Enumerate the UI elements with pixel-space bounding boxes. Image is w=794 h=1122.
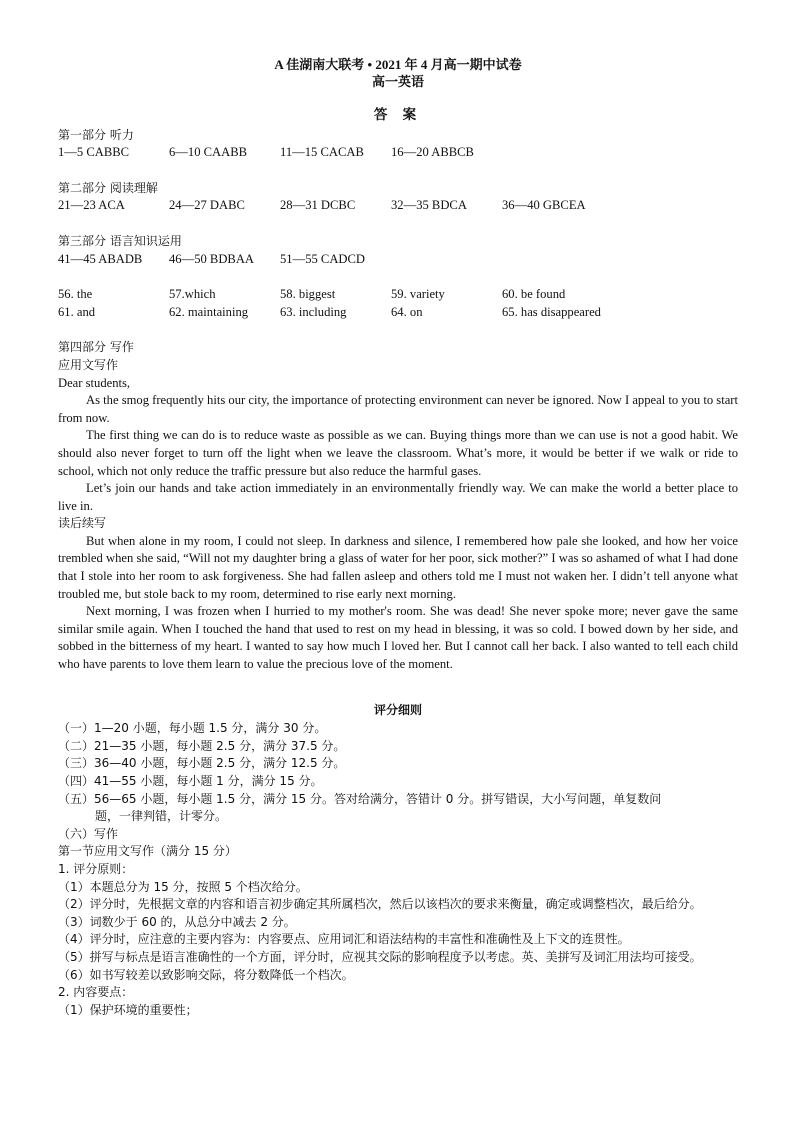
fill-answer: 60. be found	[502, 287, 566, 302]
part2-heading: 第二部分 阅读理解	[58, 180, 158, 195]
part4-heading: 第四部分 写作	[58, 340, 134, 355]
answer-group: 32—35 BDCA	[391, 198, 467, 213]
letter-paragraph: The first thing we can do is to reduce waste as possible as we can. Buying things more than we can use is not a good habit. We should also never forget to turn off the light when we leave the classroom. What’s more, it would be better if we walk or ride to school, which not only reduce the traffic pressure but also reduce the harmful gases.	[58, 428, 738, 478]
answer-group: 6—10 CAABB	[169, 145, 248, 160]
exam-subtitle: 高一英语	[371, 74, 424, 89]
fill-answer: 64. on	[391, 304, 423, 319]
content-point: （1）保护环境的重要性；	[58, 1002, 198, 1017]
practical-writing-label: 应用文写作	[58, 357, 119, 372]
part2-answers	[58, 197, 738, 215]
fill-answer: 63. including	[280, 304, 347, 319]
grading-heading: 评分细则	[373, 702, 422, 717]
grading-item: （四）41—55 小题，每小题 1 分，满分 15 分。	[58, 774, 323, 788]
principle: （4）评分时，应注意的主要内容为：内容要点、应用词汇和语法结构的丰富性和准确性及上下文的连贯性。	[58, 932, 630, 947]
principle: （1）本题总分为 15 分，按照 5 个档次给分。	[58, 879, 308, 894]
letter-paragraph: As the smog frequently hits our city, the importance of protecting environment can never be ignored. Now I appeal to you to start from now.	[58, 393, 738, 425]
part1-heading: 第一部分 听力	[58, 127, 134, 142]
fill-answer: 58. biggest	[280, 287, 336, 302]
answer-group: 11—15 CACAB	[280, 145, 364, 160]
fill-answer: 56. the	[58, 287, 93, 302]
fill-answer: 61. and	[58, 304, 96, 319]
story-paragraph: Next morning, I was frozen when I hurried to my mother's room. She was dead! She never spoke more; never gave the same similar smile again. When I touched the hand that used to rest on my head in blessing, it was so cold. I bowed down by her side, and sobbed in the bitterness of my heart. I wanted to say how much I loved her. But I cannot call her back. I also wanted to tell each child who have parents to love them learn to value the precious love of the moment.	[58, 604, 738, 672]
grading-item: （二）21—35 小题，每小题 2.5 分，满分 37.5 分。	[58, 738, 346, 753]
principle: （2）评分时，先根据文章的内容和语言初步确定其所属档次，然后以该档次的要求来衡量，确定或调整档次，最后给分。	[58, 897, 702, 912]
fill-answer: 59. variety	[391, 287, 445, 302]
letter-greeting: Dear students,	[58, 375, 131, 390]
grading-item: （六）写作	[58, 826, 119, 841]
part3-answers	[58, 251, 738, 269]
principles-label: 1. 评分原则：	[58, 861, 134, 876]
fill-answer: 62. maintaining	[169, 304, 249, 319]
grading-item: （一）1—20 小题，每小题 1.5 分，满分 30 分。	[58, 721, 327, 736]
grading-item: （三）36—40 小题，每小题 2.5 分，满分 12.5 分。	[58, 756, 346, 771]
fill-answers-row-1	[58, 286, 738, 304]
answer-document	[58, 56, 738, 1019]
content-points-label: 2. 内容要点：	[58, 985, 134, 1000]
answer-group: 16—20 ABBCB	[391, 145, 474, 160]
exam-title: A 佳湖南大联考 • 2021 年 4 月高一期中试卷	[274, 57, 522, 72]
answer-group: 21—23 ACA	[58, 198, 125, 213]
story-paragraph: But when alone in my room, I could not sleep. In darkness and silence, I remembered how pale she looked, and how her voice trembled when she said, “Will not my daughter bring a glass of water for her poor, sick mother?” I was so ashamed of what I had done that I stole into her room to ask forgiveness. She had fallen asleep and others told me I must not waken her. I didn’t tell anyone what troubled me, but stole back to my room, determined to rise early next morning.	[58, 533, 738, 601]
letter-paragraph: Let’s join our hands and take action immediately in an environmentally friendly way. We can make the world a better place to live in.	[58, 481, 738, 513]
principle: （5）拼写与标点是语言准确性的一个方面，评分时，应视其交际的影响程度予以考虑。英、美拼写及词汇用法均可接受。	[58, 949, 702, 964]
answer-group: 1—5 CABBC	[58, 145, 130, 160]
answer-group: 28—31 DCBC	[280, 198, 356, 213]
section1-heading: 第一节应用文写作（满分 15 分）	[58, 844, 237, 859]
principle: （6）如书写较差以致影响交际，将分数降低一个档次。	[58, 967, 354, 982]
fill-answers-row-2	[58, 304, 738, 322]
grading-item-continued: 题，一律判错，计零分。	[95, 809, 228, 824]
principle: （3）词数少于 60 的，从总分中减去 2 分。	[58, 914, 296, 929]
answer-group: 24—27 DABC	[169, 198, 245, 213]
answer-group: 51—55 CADCD	[280, 251, 366, 266]
fill-answer: 57.which	[169, 287, 216, 302]
continuation-writing-label: 读后续写	[58, 516, 107, 531]
answer-group: 36—40 GBCEA	[502, 198, 586, 213]
answer-group: 46—50 BDBAA	[169, 251, 255, 266]
part1-answers	[58, 144, 738, 162]
answer-heading: 答 案	[373, 107, 423, 122]
part3-heading: 第三部分 语言知识运用	[58, 233, 182, 248]
answer-group: 41—45 ABADB	[58, 251, 143, 266]
grading-item: （五）56—65 小题，每小题 1.5 分，满分 15 分。答对给满分，答错计 0 分。拼写错误，大小写问题，单复数问	[58, 791, 662, 806]
fill-answer: 65. has disappeared	[502, 304, 601, 319]
